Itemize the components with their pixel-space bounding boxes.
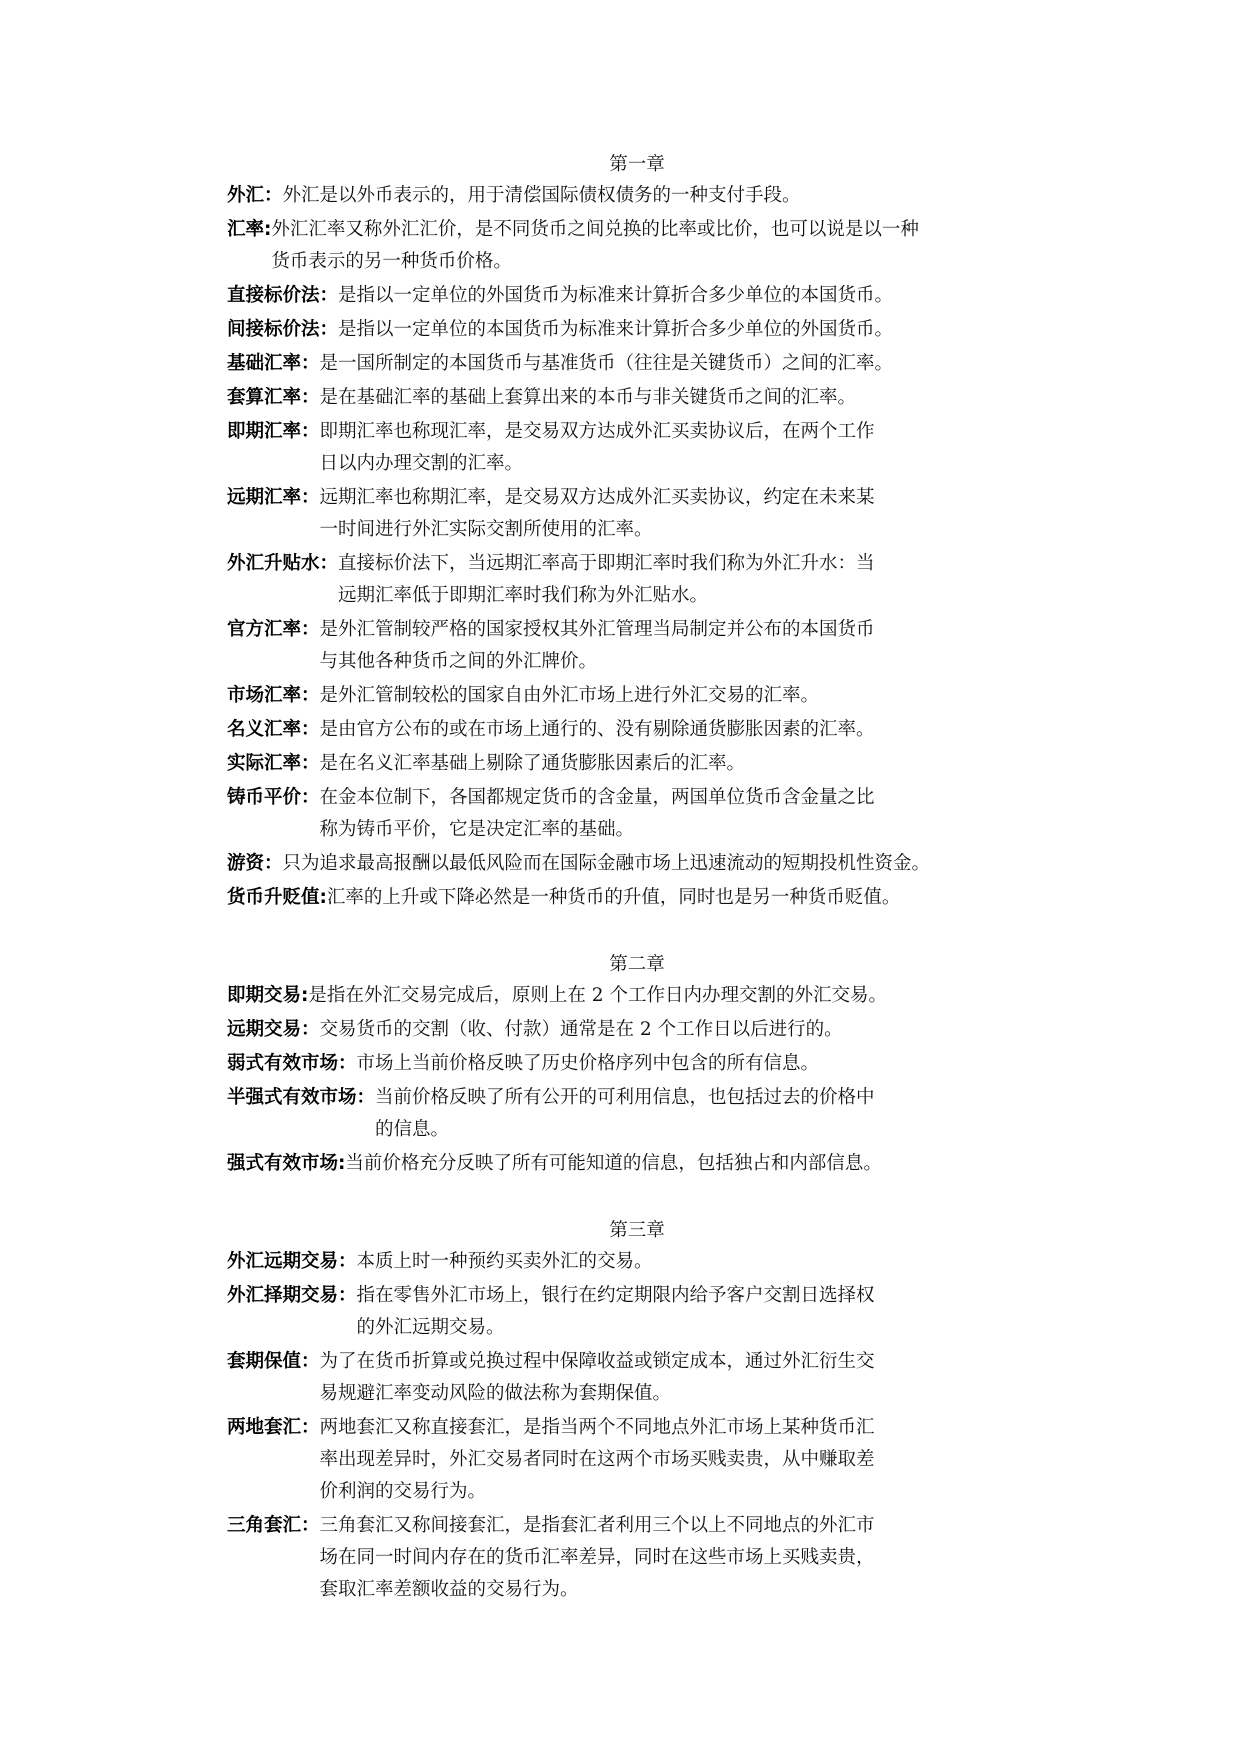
term-text: 即期汇率 — [227, 421, 302, 442]
glossary-entry — [227, 416, 1047, 480]
definition — [345, 1148, 1047, 1180]
glossary-entry — [227, 782, 1047, 846]
section-gap — [227, 916, 1047, 950]
definition — [271, 214, 1047, 278]
term-text: 强式有效市场 — [227, 1153, 339, 1174]
definition-line: 直接标价法下，当远期汇率高于即期汇率时我们称为外汇升水：当 — [338, 553, 875, 574]
chapter-title: 第二章 — [609, 954, 665, 975]
term-label — [227, 680, 320, 712]
term-text: 远期汇率 — [227, 487, 302, 508]
glossary-entry — [227, 314, 1047, 346]
glossary-entry — [227, 280, 1047, 312]
definition — [283, 848, 1047, 880]
term-separator: ： — [301, 1019, 320, 1040]
term-label — [227, 314, 338, 346]
term-text: 汇率 — [227, 219, 265, 240]
term-separator: ： — [301, 719, 320, 740]
glossary-entry — [227, 1148, 1047, 1180]
term-label — [227, 280, 338, 312]
term-separator: : — [301, 985, 309, 1006]
definition — [320, 416, 1047, 480]
term-text: 套期保值 — [227, 1351, 302, 1372]
definition-line: 外汇汇率又称外汇汇价，是不同货币之间兑换的比率或比价，也可以说是以一种 — [271, 219, 919, 240]
term-label — [227, 1412, 320, 1444]
glossary-entry — [227, 748, 1047, 780]
definition-line: 是在名义汇率基础上剔除了通货膨胀因素后的汇率。 — [319, 753, 746, 774]
term-label — [227, 882, 327, 914]
definition-line: 是一国所制定的本国货币与基准货币（往往是关键货币）之间的汇率。 — [319, 353, 894, 374]
definition-line: 当前价格充分反映了所有可能知道的信息，包括独占和内部信息。 — [345, 1153, 882, 1174]
definition-line: 只为追求最高报酬以最低风险而在国际金融市场上迅速流动的短期投机性资金。 — [282, 853, 931, 874]
term-text: 基础汇率 — [227, 353, 302, 374]
definition-line: 外汇是以外币表示的，用于清偿国际债权债务的一种支付手段。 — [282, 185, 801, 206]
term-separator: ： — [301, 1515, 320, 1536]
term-separator: ： — [319, 319, 339, 340]
chapter-section — [227, 1216, 1047, 1606]
term-separator: ： — [301, 619, 320, 640]
definition — [320, 680, 1047, 712]
definition-line: 是外汇管制较松的国家自由外汇市场上进行外汇交易的汇率。 — [319, 685, 820, 706]
definition — [357, 1048, 1047, 1080]
definition-line: 率出现差异时，外汇交易者同时在这两个市场买贱卖贵，从中赚取差 — [319, 1449, 875, 1470]
term-separator: ： — [264, 185, 283, 206]
definition-line: 远期汇率也称期汇率，是交易双方达成外汇买卖协议，约定在未来某 — [319, 487, 875, 508]
glossary-entry — [227, 1280, 1047, 1344]
definition — [375, 1082, 1047, 1146]
glossary-entry — [227, 1412, 1047, 1508]
term-text: 官方汇率 — [227, 619, 302, 640]
definition — [320, 382, 1047, 414]
term-label — [227, 1346, 320, 1378]
term-separator: ： — [319, 285, 339, 306]
term-text: 市场汇率 — [227, 685, 302, 706]
term-separator: ： — [301, 753, 320, 774]
glossary-entry — [227, 1048, 1047, 1080]
term-separator: : — [338, 1153, 346, 1174]
glossary-entry — [227, 1014, 1047, 1046]
glossary-entry — [227, 348, 1047, 380]
definition-line: 货币表示的另一种货币价格。 — [271, 251, 512, 272]
definition — [320, 614, 1047, 678]
term-text: 远期交易 — [227, 1019, 302, 1040]
glossary-entry — [227, 1346, 1047, 1410]
term-label — [227, 482, 320, 514]
term-separator: ： — [301, 353, 320, 374]
term-label — [227, 748, 320, 780]
term-text: 直接标价法 — [227, 285, 320, 306]
term-label — [227, 614, 320, 646]
definition-line: 指在零售外汇市场上，银行在约定期限内给予客户交割日选择权 — [356, 1285, 875, 1306]
glossary-entry — [227, 848, 1047, 880]
term-label — [227, 1014, 320, 1046]
chapter-title: 第一章 — [609, 154, 665, 175]
term-text: 外汇 — [227, 185, 265, 206]
term-separator: ： — [301, 787, 320, 808]
definition-line: 即期汇率也称现汇率，是交易双方达成外汇买卖协议后，在两个工作 — [319, 421, 875, 442]
definition — [308, 980, 1047, 1012]
glossary-entry — [227, 680, 1047, 712]
glossary-entry — [227, 882, 1047, 914]
term-text: 实际汇率 — [227, 753, 302, 774]
definition-line: 是指以一定单位的外国货币为标准来计算折合多少单位的本国货币。 — [338, 285, 894, 306]
definition — [357, 1246, 1047, 1278]
glossary-entry — [227, 214, 1047, 278]
definition-line: 的外汇远期交易。 — [356, 1317, 505, 1338]
definition-line: 是指在外汇交易完成后，原则上在 2 个工作日内办理交割的外汇交易。 — [308, 985, 887, 1006]
definition-line: 场在同一时间内存在的货币汇率差异，同时在这些市场上买贱卖贵， — [319, 1547, 875, 1568]
definition-line: 日以内办理交割的汇率。 — [319, 453, 524, 474]
term-label — [227, 1082, 375, 1114]
definition — [320, 348, 1047, 380]
definition — [283, 180, 1047, 212]
term-separator: ： — [338, 1251, 357, 1272]
term-text: 铸币平价 — [227, 787, 302, 808]
definition-line: 是在基础汇率的基础上套算出来的本币与非关键货币之间的汇率。 — [319, 387, 857, 408]
term-separator: ： — [301, 1417, 320, 1438]
term-separator: ： — [338, 1285, 357, 1306]
glossary-entry — [227, 548, 1047, 612]
term-text: 三角套汇 — [227, 1515, 302, 1536]
term-text: 间接标价法 — [227, 319, 320, 340]
term-text: 外汇择期交易 — [227, 1285, 339, 1306]
term-separator: ： — [301, 685, 320, 706]
term-text: 游资 — [227, 853, 265, 874]
term-text: 套算汇率 — [227, 387, 302, 408]
definition-line: 的信息。 — [375, 1119, 450, 1140]
glossary-entry — [227, 180, 1047, 212]
definition — [320, 1510, 1047, 1606]
term-separator: ： — [319, 553, 339, 574]
term-label — [227, 714, 320, 746]
term-label — [227, 782, 320, 814]
term-label — [227, 1246, 357, 1278]
term-label — [227, 416, 320, 448]
chapter-section — [227, 150, 1047, 914]
term-label — [227, 180, 283, 212]
glossary-entry — [227, 1510, 1047, 1606]
definition — [338, 280, 1047, 312]
definition-line: 为了在货币折算或兑换过程中保障收益或锁定成本，通过外汇衍生交 — [319, 1351, 875, 1372]
term-separator: ： — [301, 1351, 320, 1372]
chapter-title: 第三章 — [609, 1220, 665, 1241]
definition-line: 市场上当前价格反映了历史价格序列中包含的所有信息。 — [356, 1053, 820, 1074]
definition-line: 汇率的上升或下降必然是一种货币的升值，同时也是另一种货币贬值。 — [326, 887, 901, 908]
chapter-section — [227, 950, 1047, 1180]
definition-line: 称为铸币平价，它是决定汇率的基础。 — [319, 819, 635, 840]
definition-line: 当前价格反映了所有公开的可利用信息，也包括过去的价格中 — [375, 1087, 875, 1108]
document-body — [227, 150, 1047, 1608]
term-text: 即期交易 — [227, 985, 302, 1006]
term-label — [227, 980, 308, 1012]
glossary-entry — [227, 1082, 1047, 1146]
term-text: 半强式有效市场 — [227, 1087, 357, 1108]
term-text: 两地套汇 — [227, 1417, 302, 1438]
term-text: 货币升贬值 — [227, 887, 320, 908]
term-text: 外汇升贴水 — [227, 553, 320, 574]
definition — [320, 1346, 1047, 1410]
glossary-entry — [227, 482, 1047, 546]
definition-line: 本质上时一种预约买卖外汇的交易。 — [356, 1251, 653, 1272]
definition-line: 在金本位制下，各国都规定货币的含金量，两国单位货币含金量之比 — [319, 787, 875, 808]
term-separator: ： — [301, 487, 320, 508]
definition — [320, 748, 1047, 780]
definition — [327, 882, 1047, 914]
term-separator: : — [319, 887, 327, 908]
definition-line: 是指以一定单位的本国货币为标准来计算折合多少单位的外国货币。 — [338, 319, 894, 340]
term-label — [227, 1148, 345, 1180]
glossary-entry — [227, 1246, 1047, 1278]
definition — [320, 482, 1047, 546]
term-label — [227, 348, 320, 380]
definition-line: 一时间进行外汇实际交割所使用的汇率。 — [319, 519, 653, 540]
term-separator: ： — [301, 421, 320, 442]
definition — [320, 714, 1047, 746]
definition — [320, 1412, 1047, 1508]
term-separator: ： — [264, 853, 283, 874]
glossary-entry — [227, 980, 1047, 1012]
definition-line: 远期汇率低于即期汇率时我们称为外汇贴水。 — [338, 585, 709, 606]
definition — [338, 548, 1047, 612]
term-text: 弱式有效市场 — [227, 1053, 339, 1074]
term-label — [227, 382, 320, 414]
definition-line: 易规避汇率变动风险的做法称为套期保值。 — [319, 1383, 672, 1404]
term-label — [227, 1280, 357, 1312]
glossary-entry — [227, 614, 1047, 678]
term-text: 外汇远期交易 — [227, 1251, 339, 1272]
glossary-entry — [227, 382, 1047, 414]
definition — [357, 1280, 1047, 1344]
term-label — [227, 214, 271, 246]
definition-line: 三角套汇又称间接套汇，是指套汇者利用三个以上不同地点的外汇市 — [319, 1515, 875, 1536]
definition-line: 两地套汇又称直接套汇，是指当两个不同地点外汇市场上某种货币汇 — [319, 1417, 875, 1438]
definition — [338, 314, 1047, 346]
definition — [320, 1014, 1047, 1046]
definition-line: 与其他各种货币之间的外汇牌价。 — [319, 651, 598, 672]
definition-line: 是由官方公布的或在市场上通行的、没有剔除通货膨胀因素的汇率。 — [319, 719, 875, 740]
term-separator: ： — [338, 1053, 357, 1074]
term-label — [227, 548, 338, 580]
term-separator: ： — [301, 387, 320, 408]
definition — [320, 782, 1047, 846]
definition-line: 价利润的交易行为。 — [319, 1481, 487, 1502]
glossary-entry — [227, 714, 1047, 746]
term-label — [227, 1510, 320, 1542]
term-label — [227, 1048, 357, 1080]
term-label — [227, 848, 283, 880]
definition-line: 交易货币的交割（收、付款）通常是在 2 个工作日以后进行的。 — [319, 1019, 843, 1040]
definition-line: 是外汇管制较严格的国家授权其外汇管理当局制定并公布的本国货币 — [319, 619, 875, 640]
term-text: 名义汇率 — [227, 719, 302, 740]
term-separator: : — [264, 219, 272, 240]
definition-line: 套取汇率差额收益的交易行为。 — [319, 1579, 579, 1600]
term-separator: ： — [356, 1087, 376, 1108]
section-gap — [227, 1182, 1047, 1216]
